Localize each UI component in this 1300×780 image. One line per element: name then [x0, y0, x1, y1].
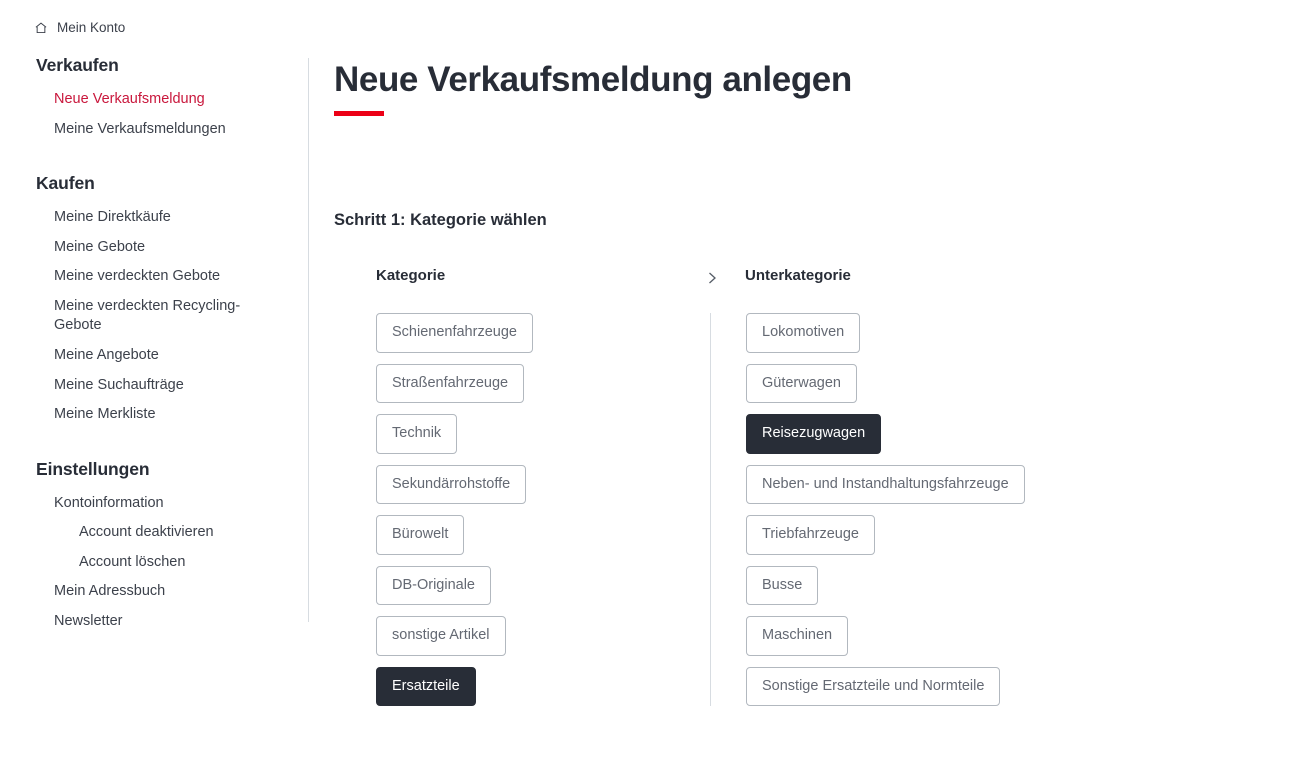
nav-group-verkaufen	[0, 55, 308, 144]
nav-group-title: Verkaufen	[36, 55, 119, 75]
category-option-sekund-rrohstoffe[interactable]: Sekundärrohstoffe	[376, 465, 526, 505]
subcategory-option-list	[710, 313, 1130, 706]
breadcrumb[interactable]	[34, 21, 125, 35]
nav-group-title: Einstellungen	[36, 458, 150, 479]
title-accent-bar	[334, 111, 384, 116]
nav-group-einstellungen	[0, 459, 308, 637]
subcategory-option-g-terwagen[interactable]: Güterwagen	[746, 364, 857, 404]
category-option-technik[interactable]: Technik	[376, 414, 457, 454]
nav-group-title: Kaufen	[36, 173, 95, 194]
category-option-b-rowelt[interactable]: Bürowelt	[376, 515, 464, 555]
home-icon	[34, 21, 48, 35]
sidebar-item-meine-merkliste[interactable]: Meine Merkliste	[54, 406, 156, 423]
breadcrumb-label[interactable]: Mein Konto	[57, 20, 126, 36]
category-column-heading: Kategorie	[376, 267, 446, 285]
main-content	[334, 60, 1274, 706]
subcategory-option-sonstige-ersatzteile-und-normteile[interactable]: Sonstige Ersatzteile und Normteile	[746, 667, 1000, 707]
step-title: Schritt 1: Kategorie wählen	[334, 211, 547, 230]
sidebar-divider	[308, 58, 309, 622]
sidebar-item-meine-suchauftr-ge[interactable]: Meine Suchaufträge	[54, 376, 184, 393]
sidebar-item-kontoinformation[interactable]: Kontoinformation	[54, 494, 164, 511]
category-option-sonstige-artikel[interactable]: sonstige Artikel	[376, 616, 506, 656]
category-option-list	[334, 313, 710, 706]
subcategory-option-lokomotiven[interactable]: Lokomotiven	[746, 313, 860, 353]
subcategory-option-neben-und-instandhaltungsfahrzeuge[interactable]: Neben- und Instandhaltungsfahrzeuge	[746, 465, 1025, 505]
subcategory-option-reisezugwagen[interactable]: Reisezugwagen	[746, 414, 881, 454]
sidebar-item-meine-verdeckten-recycling-gebote[interactable]: Meine verdeckten Recycling-Gebote	[54, 297, 241, 334]
subcategory-option-triebfahrzeuge[interactable]: Triebfahrzeuge	[746, 515, 875, 555]
category-option-stra-enfahrzeuge[interactable]: Straßenfahrzeuge	[376, 364, 524, 404]
sidebar-item-meine-direktk-ufe[interactable]: Meine Direktkäufe	[54, 209, 171, 226]
page-title: Neue Verkaufsmeldung anlegen	[334, 60, 852, 99]
sidebar-item-meine-verdeckten-gebote[interactable]: Meine verdeckten Gebote	[54, 268, 221, 285]
nav-group-spacer	[0, 146, 308, 173]
subcategory-option-maschinen[interactable]: Maschinen	[746, 616, 848, 656]
sidebar-item-newsletter[interactable]: Newsletter	[54, 612, 123, 629]
nav-group-kaufen	[0, 173, 308, 430]
category-column	[334, 265, 710, 706]
category-option-ersatzteile[interactable]: Ersatzteile	[376, 667, 476, 707]
subcategory-column-heading: Unterkategorie	[745, 267, 851, 285]
sidebar-item-account-deaktivieren[interactable]: Account deaktivieren	[79, 524, 214, 541]
subcategory-option-busse[interactable]: Busse	[746, 566, 818, 606]
sidebar-item-meine-angebote[interactable]: Meine Angebote	[54, 346, 159, 363]
nav-group-spacer	[0, 432, 308, 459]
category-option-schienenfahrzeuge[interactable]: Schienenfahrzeuge	[376, 313, 533, 353]
sidebar-item-meine-gebote[interactable]: Meine Gebote	[54, 238, 146, 255]
sidebar-item-neue-verkaufsmeldung[interactable]: Neue Verkaufsmeldung	[54, 91, 205, 107]
sidebar-item-mein-adressbuch[interactable]: Mein Adressbuch	[54, 583, 166, 600]
sidebar-item-account-l-schen[interactable]: Account löschen	[79, 553, 186, 570]
sidebar-item-meine-verkaufsmeldungen[interactable]: Meine Verkaufsmeldungen	[54, 120, 226, 137]
category-picker	[334, 265, 1274, 706]
category-option-db-originale[interactable]: DB-Originale	[376, 566, 491, 606]
subcategory-column	[710, 265, 1130, 706]
sidebar-navigation	[0, 55, 308, 638]
